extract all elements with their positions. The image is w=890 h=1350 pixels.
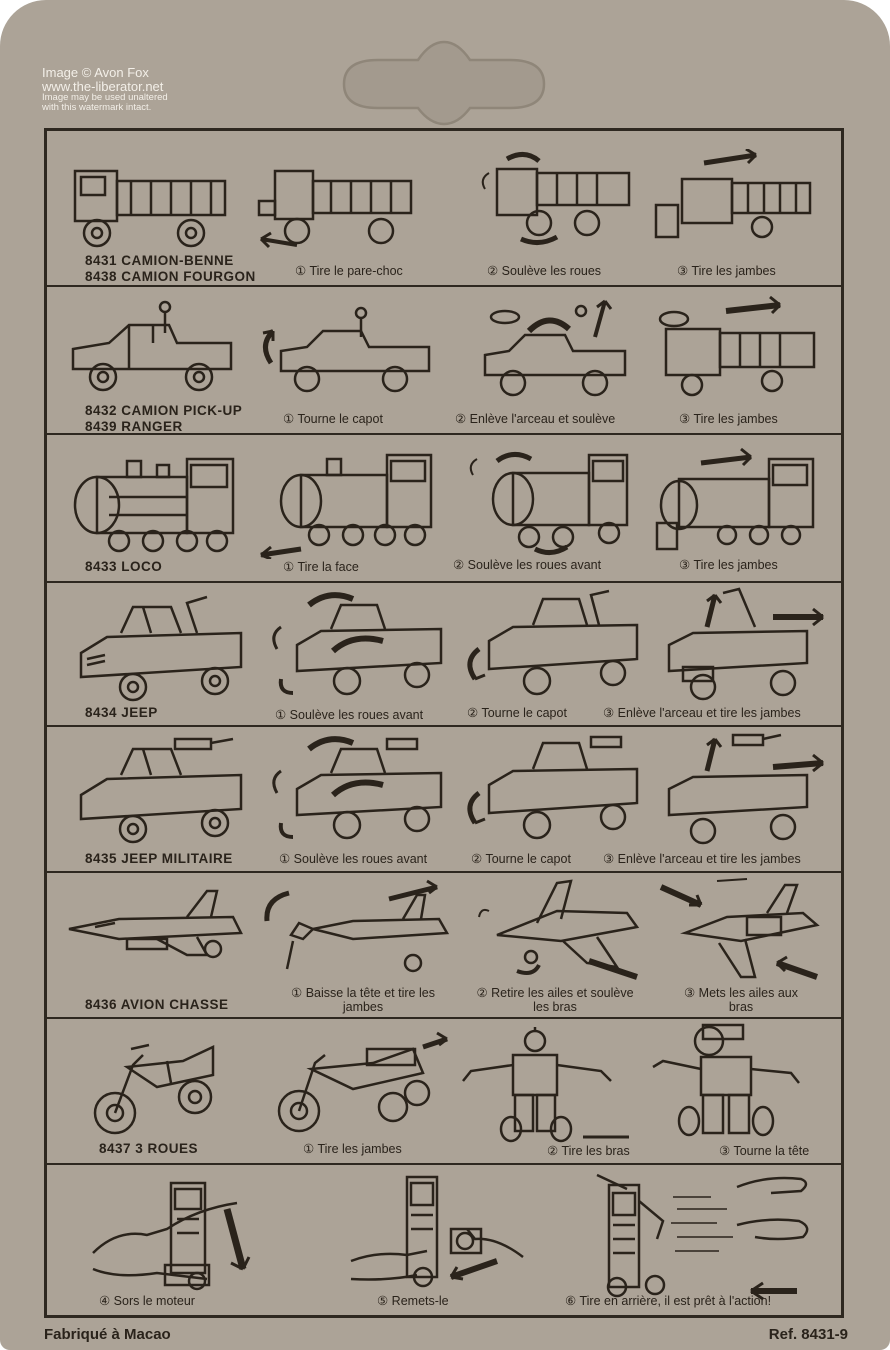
step-1-label: ① Soulève les roues avant: [275, 708, 424, 722]
instruction-row: [47, 727, 841, 873]
locomotive-step-1-icon: [257, 445, 437, 559]
reference-number: Ref. 8431-9: [768, 1326, 848, 1343]
robot-step-3-icon: [663, 731, 833, 849]
pickup-step-2-icon: [465, 295, 635, 405]
step-3-label: ③ Tire les jambes: [677, 264, 776, 278]
made-in-label: Fabriqué à Macao: [44, 1326, 171, 1343]
step-3-label: ③ Mets les ailes aux bras: [683, 986, 799, 1014]
product-name: 8431 CAMION-BENNE 8438 CAMION FOURGON: [85, 253, 256, 284]
instruction-row: [47, 583, 841, 727]
robot-step-3-icon: [651, 443, 819, 557]
step-6-label: ⑥ Tire en arrière, il est prêt à l'action!: [565, 1294, 772, 1308]
step-3-label: ③ Tourne la tête: [719, 1144, 810, 1158]
step-1-label: ① Tourne le capot: [283, 412, 383, 426]
step-1-label: ① Tire le pare-choc: [295, 264, 403, 278]
step-1-label: ① Baisse la tête et tire les jambes: [291, 986, 435, 1014]
jeep-step-1-icon: [267, 589, 447, 705]
product-name: 8432 CAMION PICK-UP 8439 RANGER: [85, 403, 243, 434]
military-jeep-icon: [77, 733, 247, 847]
pickup-step-1-icon: [257, 301, 437, 401]
product-name: 8435 JEEP MILITAIRE: [85, 851, 233, 866]
instructions-frame: [44, 128, 844, 1318]
pickup-icon: [69, 299, 237, 399]
instruction-row: [47, 131, 841, 287]
step-2-label: ② Tourne le capot: [471, 852, 571, 866]
instruction-row: [47, 287, 841, 435]
watermark-line-4: with this watermark intact.: [42, 102, 152, 114]
step-2-label: ② Enlève l'arceau et soulève: [455, 412, 616, 426]
truck-step-2-icon: [477, 149, 637, 249]
fighter-jet-step-1-icon: [263, 879, 451, 979]
instruction-row: [47, 435, 841, 583]
step-2-label: ② Tire les bras: [547, 1144, 630, 1158]
robot-step-2-icon: [451, 1025, 631, 1145]
hang-hole-icon: [338, 38, 550, 128]
product-name: 8434 JEEP: [85, 705, 158, 720]
watermark-line-1: Image © Avon Fox: [42, 65, 149, 80]
product-name: 8433 LOCO: [85, 559, 163, 574]
watermark-line-3: Image may be used unaltered: [42, 92, 168, 104]
step-5-label: ⑤ Remets-le: [377, 1294, 449, 1308]
locomotive-step-2-icon: [463, 445, 633, 559]
watermark-line-2: www.the-liberator.net: [42, 78, 164, 94]
truck-icon: [71, 161, 231, 251]
robot-launch-step-6-icon: [587, 1167, 817, 1301]
step-2-label: ② Soulève les roues avant: [453, 558, 602, 572]
step-3-label: ③ Enlève l'arceau et tire les jambes: [603, 706, 801, 720]
step-1-label: ① Tire la face: [283, 560, 359, 574]
instruction-row: [47, 873, 841, 1019]
hand-motor-step-4-icon: [87, 1169, 257, 1297]
military-jeep-step-1-icon: [267, 733, 447, 849]
product-name: 8436 AVION CHASSE: [85, 997, 229, 1012]
step-1-label: ① Soulève les roues avant: [279, 852, 428, 866]
robot-step-3-icon: [652, 149, 817, 249]
instruction-row: [47, 1019, 841, 1165]
robot-step-3-icon: [663, 587, 833, 707]
hand-motor-step-5-icon: [347, 1167, 527, 1299]
step-3-label: ③ Tire les jambes: [679, 412, 778, 426]
step-2-label: ② Soulève les roues: [487, 264, 602, 278]
robot-step-3-icon: [657, 877, 829, 985]
robot-step-3-icon: [645, 1021, 825, 1145]
step-3-label: ③ Tire les jambes: [679, 558, 778, 572]
step-1-label: ① Tire les jambes: [303, 1142, 402, 1156]
step-2-label: ② Retire les ailes et soulève les bras: [476, 986, 634, 1014]
step-3-label: ③ Enlève l'arceau et tire les jambes: [603, 852, 801, 866]
military-jeep-step-2-icon: [463, 735, 643, 849]
locomotive-icon: [69, 445, 237, 557]
step-4-label: ④ Sors le moteur: [99, 1294, 195, 1308]
instruction-row: [47, 1165, 841, 1315]
robot-step-3-icon: [652, 293, 822, 403]
tricycle-icon: [87, 1027, 219, 1139]
watermark: [42, 66, 168, 113]
fighter-jet-step-2-icon: [477, 877, 645, 981]
product-name: 8437 3 ROUES: [99, 1141, 199, 1156]
jeep-icon: [77, 593, 247, 705]
jeep-step-2-icon: [463, 589, 643, 705]
step-2-label: ② Tourne le capot: [467, 706, 567, 720]
fighter-jet-icon: [67, 883, 245, 967]
truck-step-1-icon: [257, 161, 417, 251]
tricycle-step-1-icon: [263, 1029, 453, 1139]
